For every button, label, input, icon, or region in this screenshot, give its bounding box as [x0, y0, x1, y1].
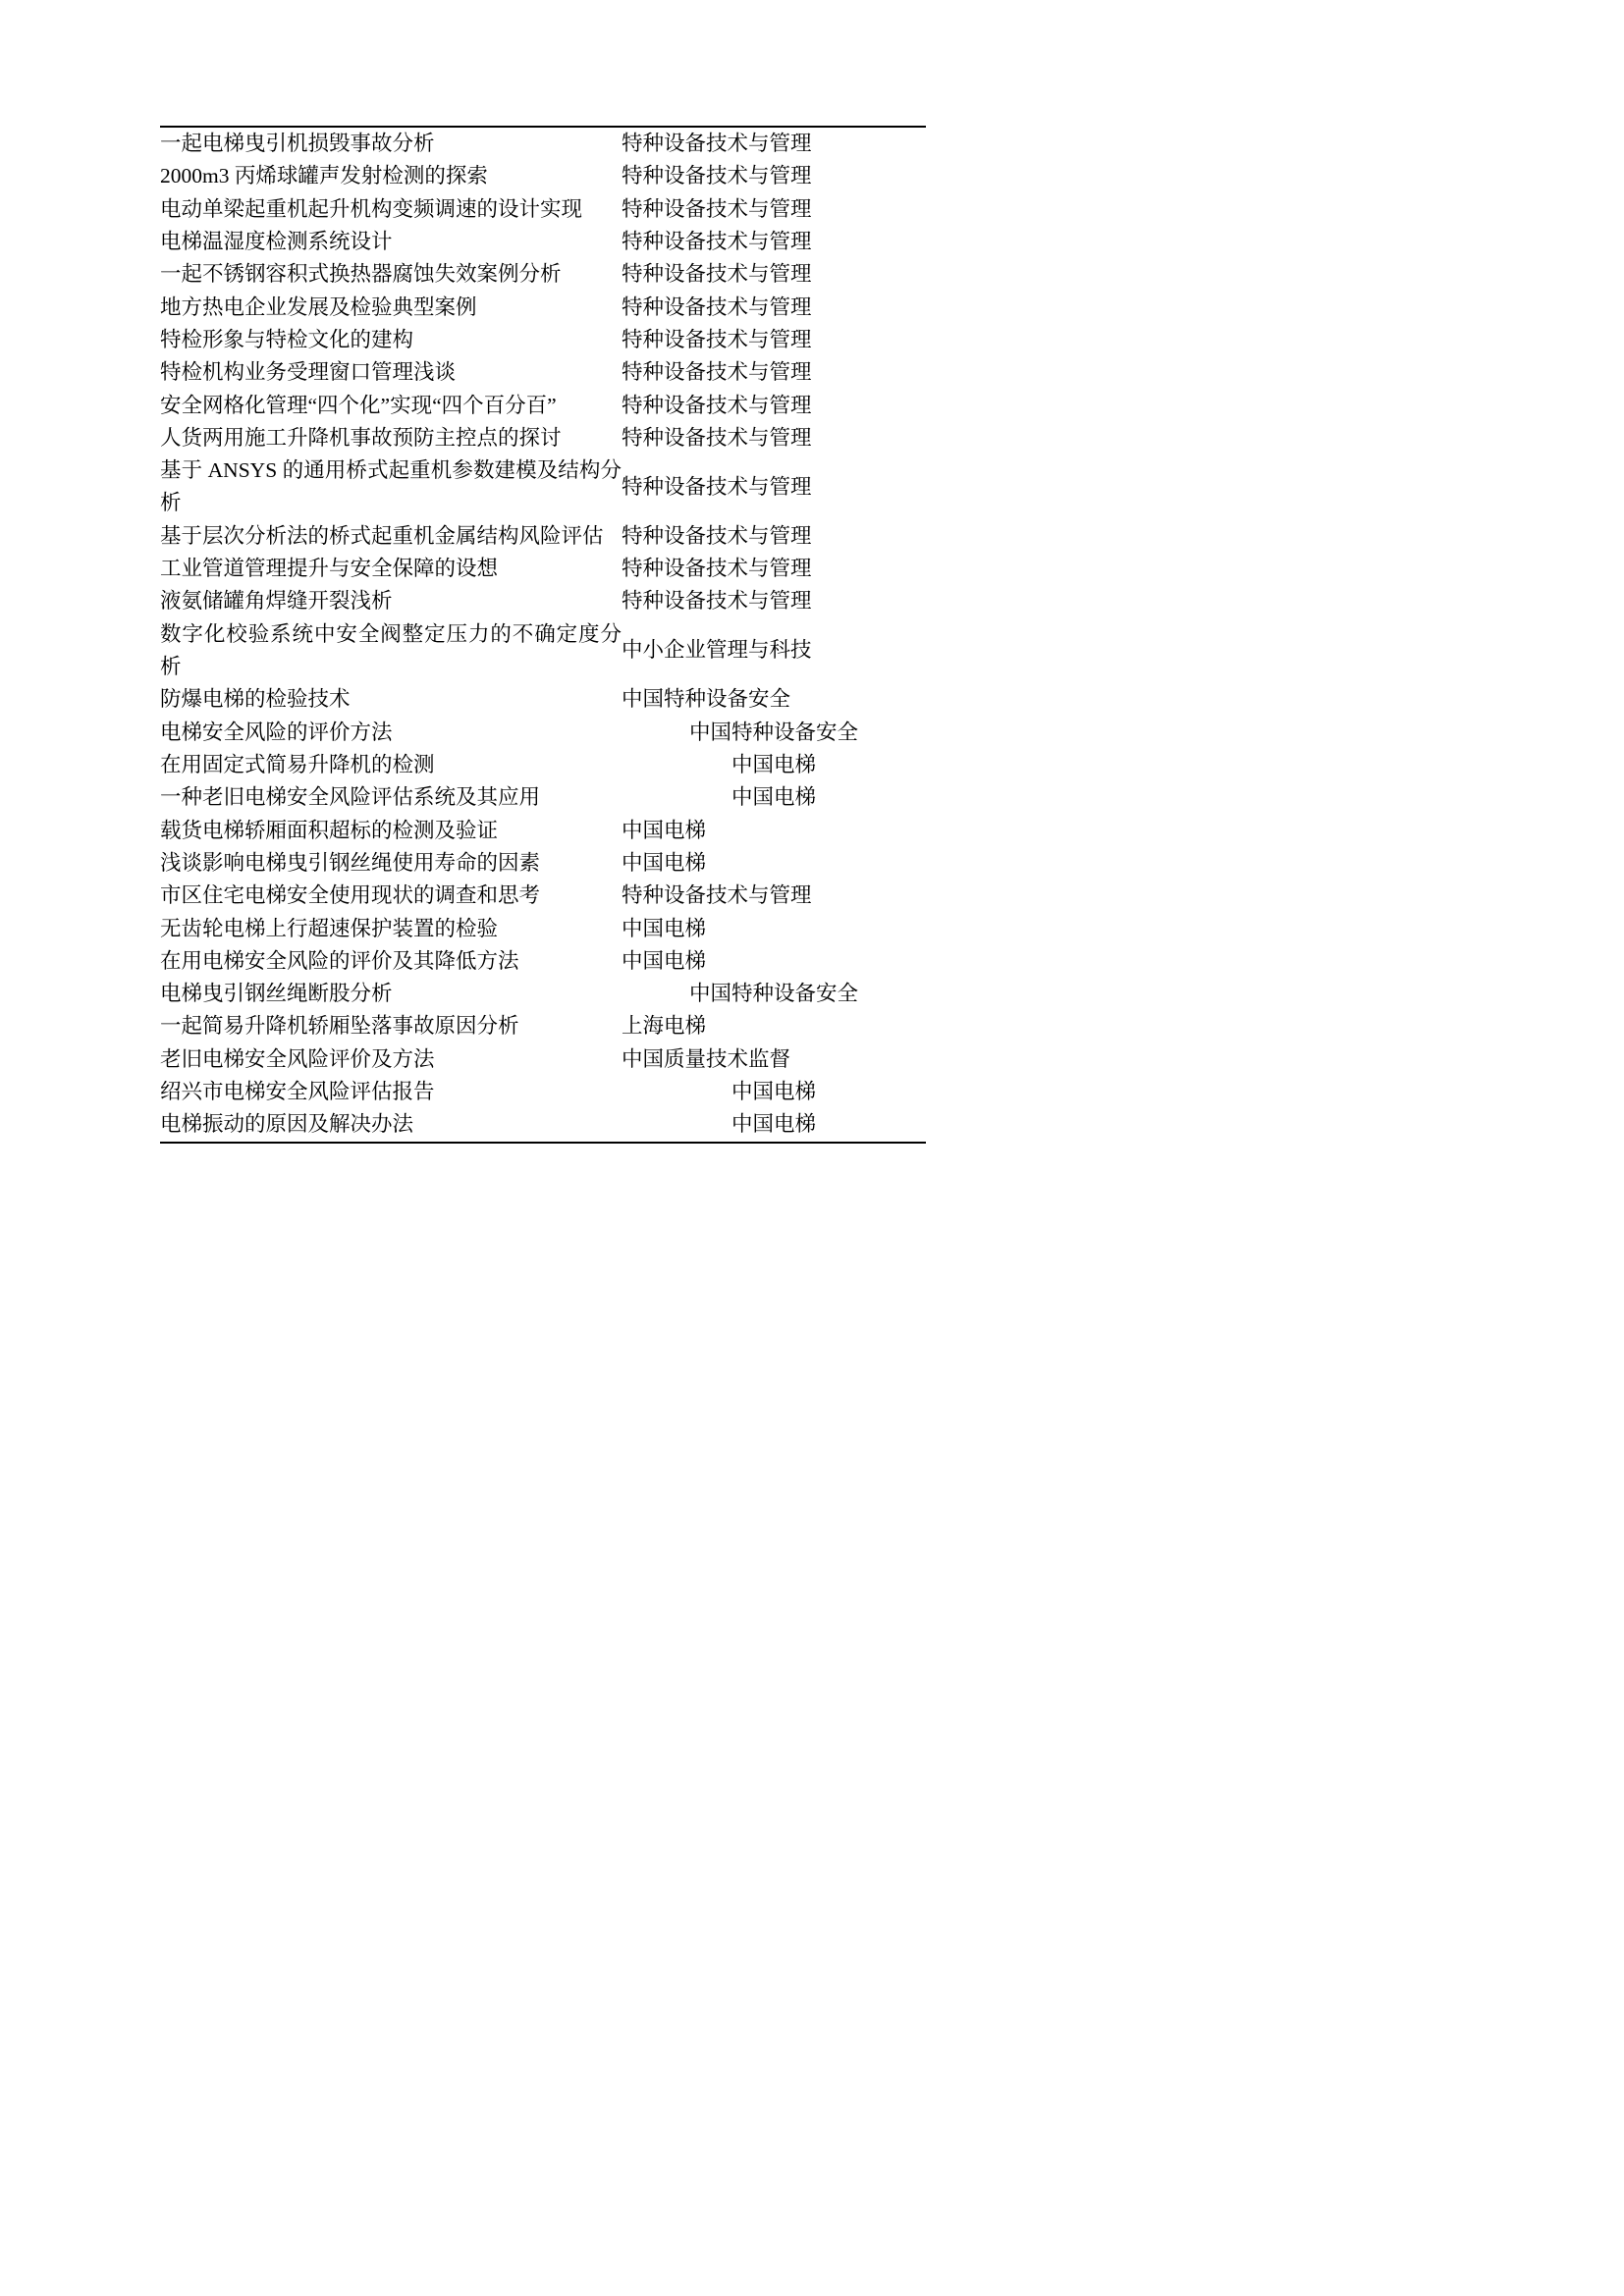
paper-title-text: 数字化校验系统中安全阀整定压力的不确定度分析 [160, 621, 622, 678]
journal-name-cell: 中国电梯 [731, 752, 816, 776]
paper-title-cell [160, 618, 622, 684]
paper-title-cell [160, 422, 622, 454]
journal-name-cell: 特种设备技术与管理 [622, 474, 812, 499]
paper-title-text: 一起电梯曳引机损毁事故分析 [160, 132, 435, 155]
table-row [160, 781, 926, 814]
paper-title-cell [160, 258, 622, 291]
paper-title-text: 安全网格化管理“四个化”实现“四个百分百” [160, 393, 557, 417]
journal-name-cell: 特种设备技术与管理 [622, 523, 812, 548]
paper-title-cell [160, 978, 622, 1010]
paper-title-text: 一起简易升降机轿厢坠落事故原因分析 [160, 1014, 519, 1039]
publication-table [160, 126, 926, 1144]
table-row [160, 390, 926, 422]
journal-name-cell: 特种设备技术与管理 [622, 557, 812, 581]
paper-title-text: 防爆电梯的检验技术 [160, 687, 351, 712]
publication-table-container [160, 126, 926, 1144]
journal-name-cell: 特种设备技术与管理 [622, 360, 812, 385]
paper-title-text: 2000m3 丙烯球罐声发射检测的探索 [160, 164, 488, 188]
journal-name-cell: 中国特种设备安全 [688, 720, 858, 744]
paper-title-cell [160, 717, 622, 749]
paper-title-text: 市区住宅电梯安全使用现状的调查和思考 [160, 883, 541, 908]
journal-name-cell: 特种设备技术与管理 [622, 229, 812, 253]
table-row [160, 1076, 926, 1108]
table-row [160, 913, 926, 945]
paper-title-text: 在用电梯安全风险的评价及其降低方法 [160, 948, 519, 973]
table-row [160, 978, 926, 1010]
paper-title-cell [160, 585, 622, 617]
journal-name-cell: 上海电梯 [622, 1014, 707, 1039]
paper-title-cell [160, 781, 622, 814]
table-row [160, 717, 926, 749]
journal-name-cell: 特种设备技术与管理 [622, 294, 812, 319]
paper-title-cell [160, 749, 622, 781]
journal-name-cell: 中国特种设备安全 [688, 982, 858, 1006]
paper-title-text: 液氨储罐角焊缝开裂浅析 [160, 589, 393, 614]
table-row [160, 356, 926, 389]
paper-title-cell [160, 1108, 622, 1142]
paper-title-text: 特检形象与特检文化的建构 [160, 327, 414, 351]
table-row [160, 945, 926, 978]
paper-title-cell [160, 945, 622, 978]
journal-name-cell: 特种设备技术与管理 [622, 327, 812, 351]
paper-title-cell [160, 226, 622, 258]
paper-title-text: 无齿轮电梯上行超速保护装置的检验 [160, 916, 499, 940]
table-row [160, 847, 926, 880]
table-row [160, 520, 926, 553]
journal-name-cell: 特种设备技术与管理 [622, 589, 812, 614]
paper-title-text: 基于层次分析法的桥式起重机金属结构风险评估 [160, 523, 604, 548]
paper-title-text: 电动单梁起重机起升机构变频调速的设计实现 [160, 196, 583, 221]
paper-title-cell [160, 193, 622, 226]
journal-name-cell: 特种设备技术与管理 [622, 425, 812, 450]
journal-name-cell: 中国特种设备安全 [622, 687, 791, 712]
paper-title-text: 电梯曳引钢丝绳断股分析 [160, 982, 393, 1006]
journal-name-cell: 中小企业管理与科技 [622, 638, 812, 663]
journal-name-cell: 特种设备技术与管理 [622, 883, 812, 908]
journal-name-cell: 中国电梯 [622, 916, 707, 940]
table-row [160, 1010, 926, 1042]
table-row [160, 683, 926, 716]
paper-title-text: 电梯温湿度检测系统设计 [160, 229, 393, 253]
journal-name-cell: 中国电梯 [731, 1080, 816, 1104]
paper-title-cell [160, 324, 622, 356]
paper-title-cell [160, 880, 622, 912]
journal-name-cell: 中国质量技术监督 [622, 1046, 791, 1071]
table-row [160, 226, 926, 258]
journal-name-cell: 中国电梯 [622, 818, 707, 842]
table-row [160, 422, 926, 454]
paper-title-cell [160, 160, 622, 192]
table-row [160, 454, 926, 520]
paper-title-cell [160, 913, 622, 945]
table-row [160, 258, 926, 291]
journal-name-cell: 中国电梯 [731, 785, 816, 810]
table-row [160, 193, 926, 226]
paper-title-cell [160, 356, 622, 389]
paper-title-text: 在用固定式简易升降机的检测 [160, 752, 435, 776]
paper-title-text: 浅谈影响电梯曳引钢丝绳使用寿命的因素 [160, 850, 541, 875]
paper-title-cell [160, 1076, 622, 1108]
paper-title-cell [160, 1010, 622, 1042]
journal-name-cell: 特种设备技术与管理 [622, 164, 812, 188]
journal-name-cell: 特种设备技术与管理 [622, 262, 812, 287]
journal-name-cell: 中国电梯 [622, 850, 707, 875]
paper-title-text: 载货电梯轿厢面积超标的检测及验证 [160, 818, 499, 842]
paper-title-text: 一种老旧电梯安全风险评估系统及其应用 [160, 785, 541, 810]
paper-title-cell [160, 390, 622, 422]
paper-title-cell [160, 815, 622, 847]
table-row [160, 1043, 926, 1076]
paper-title-text: 特检机构业务受理窗口管理浅谈 [160, 360, 457, 385]
paper-title-text: 工业管道管理提升与安全保障的设想 [160, 557, 499, 581]
paper-title-cell [160, 847, 622, 880]
publication-table-body [160, 127, 926, 1143]
journal-name-cell: 特种设备技术与管理 [622, 196, 812, 221]
table-row [160, 127, 926, 160]
table-row [160, 585, 926, 617]
table-row [160, 553, 926, 585]
paper-title-text: 地方热电企业发展及检验典型案例 [160, 294, 477, 319]
journal-name-cell: 特种设备技术与管理 [622, 127, 926, 160]
paper-title-text: 电梯安全风险的评价方法 [160, 720, 393, 744]
paper-title-text: 基于 ANSYS 的通用桥式起重机参数建模及结构分析 [160, 458, 622, 515]
table-row [160, 618, 926, 684]
paper-title-cell [160, 1043, 622, 1076]
paper-title-cell [160, 553, 622, 585]
paper-title-cell [160, 127, 622, 160]
table-row [160, 292, 926, 324]
journal-name-cell: 中国电梯 [622, 1108, 926, 1142]
table-row [160, 880, 926, 912]
table-row [160, 324, 926, 356]
paper-title-text: 人货两用施工升降机事故预防主控点的探讨 [160, 425, 562, 450]
journal-name-cell: 中国电梯 [622, 948, 707, 973]
paper-title-cell [160, 683, 622, 716]
journal-name-cell: 特种设备技术与管理 [622, 393, 812, 417]
paper-title-cell [160, 292, 622, 324]
paper-title-cell [160, 454, 622, 520]
paper-title-text: 一起不锈钢容积式换热器腐蚀失效案例分析 [160, 262, 562, 287]
paper-title-text: 绍兴市电梯安全风险评估报告 [160, 1080, 435, 1104]
paper-title-text: 电梯振动的原因及解决办法 [160, 1112, 414, 1137]
paper-title-cell [160, 520, 622, 553]
paper-title-text: 老旧电梯安全风险评价及方法 [160, 1046, 435, 1071]
table-row [160, 815, 926, 847]
table-row [160, 749, 926, 781]
table-row [160, 1108, 926, 1142]
table-row [160, 160, 926, 192]
